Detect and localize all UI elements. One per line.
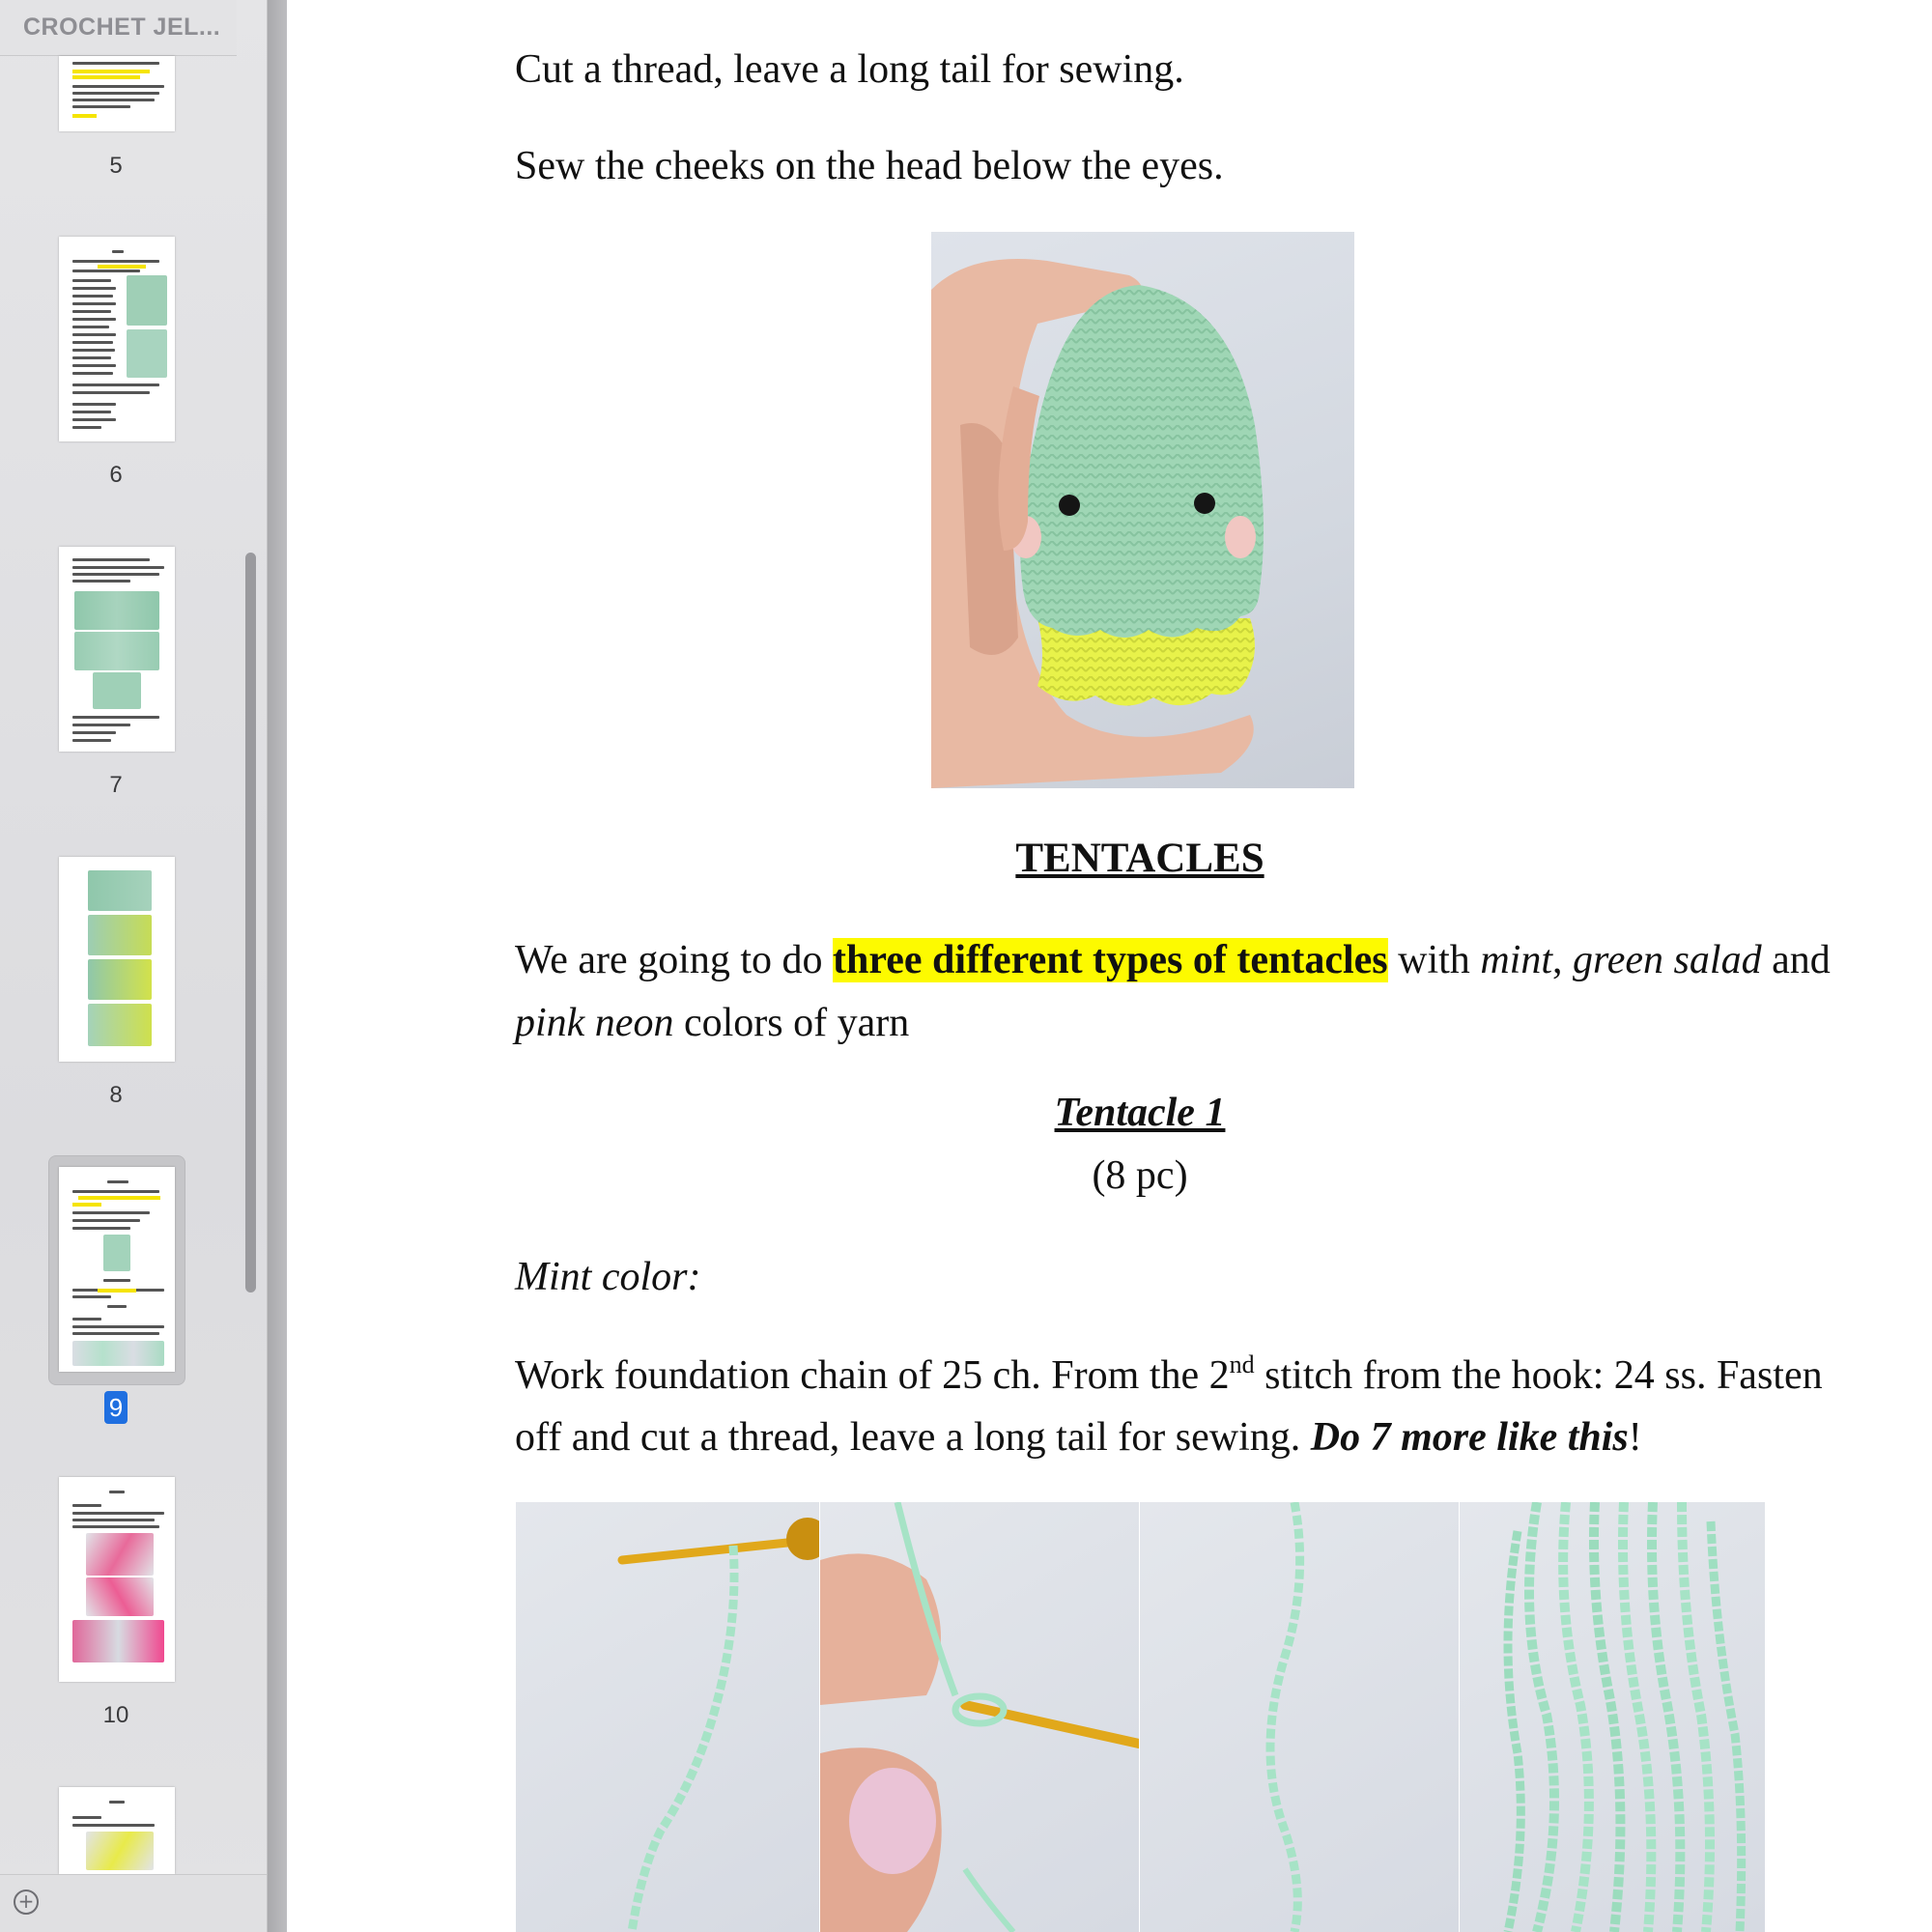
page-thumbnail-9[interactable] — [59, 1167, 175, 1372]
step-photo-eight-tentacles — [1460, 1502, 1765, 1932]
page-thumbnail-11[interactable] — [59, 1787, 175, 1874]
instructions-line-2: off and cut a thread, leave a long tail for sewing. Do 7 more like this! — [515, 1415, 1642, 1460]
jellyfish-head-photo — [931, 232, 1354, 788]
page-number-7[interactable]: 7 — [109, 772, 123, 798]
instruction-line-cut-thread: Cut a thread, leave a long tail for sewing. — [515, 47, 1184, 92]
page-thumbnail-5[interactable] — [59, 56, 175, 131]
section-heading-tentacles: TENTACLES — [1015, 836, 1264, 881]
step-photo-chain-start — [516, 1502, 819, 1932]
document-page — [287, 0, 1932, 1932]
document-title: CROCHET JEL... — [23, 14, 221, 41]
sidebar-scrollbar[interactable] — [245, 553, 256, 1293]
mint-color-label: Mint color: — [515, 1255, 701, 1299]
page-thumbnail-8[interactable] — [59, 857, 175, 1062]
page-number-9[interactable]: 9 — [0, 1391, 232, 1424]
sidebar-divider[interactable] — [268, 0, 287, 1932]
instruction-line-sew-cheeks: Sew the cheeks on the head below the eyes. — [515, 144, 1224, 188]
step-photo-hook-in-hand — [820, 1502, 1139, 1932]
page-thumbnail-7[interactable] — [59, 547, 175, 752]
sidebar-footer — [0, 1874, 268, 1932]
instructions-line-1: Work foundation chain of 25 ch. From the 2nd stitch from the hook: 24 ss. Fasten — [515, 1350, 1823, 1398]
thumbnail-sidebar — [0, 0, 268, 1932]
plus-circle-icon[interactable]: + — [14, 1889, 39, 1915]
step-photo-finished-chain — [1140, 1502, 1459, 1932]
page-number-5[interactable]: 5 — [109, 153, 123, 179]
page-number-8[interactable]: 8 — [109, 1082, 123, 1108]
tentacles-intro-line-1: We are going to do three different types of tentacles with mint, green salad and — [515, 938, 1831, 982]
tentacles-intro-line-2: pink neon colors of yarn — [515, 1001, 910, 1045]
page-number-6[interactable]: 6 — [109, 462, 123, 488]
tentacle-1-count: (8 pc) — [1092, 1153, 1188, 1198]
page-number-10[interactable]: 10 — [102, 1702, 129, 1728]
page-thumbnail-6[interactable] — [59, 237, 175, 441]
sidebar-header — [0, 0, 237, 56]
page-thumbnail-10[interactable] — [59, 1477, 175, 1682]
subheading-tentacle-1: Tentacle 1 — [1054, 1091, 1226, 1135]
highlighted-text: three different types of tentacles — [833, 938, 1388, 982]
